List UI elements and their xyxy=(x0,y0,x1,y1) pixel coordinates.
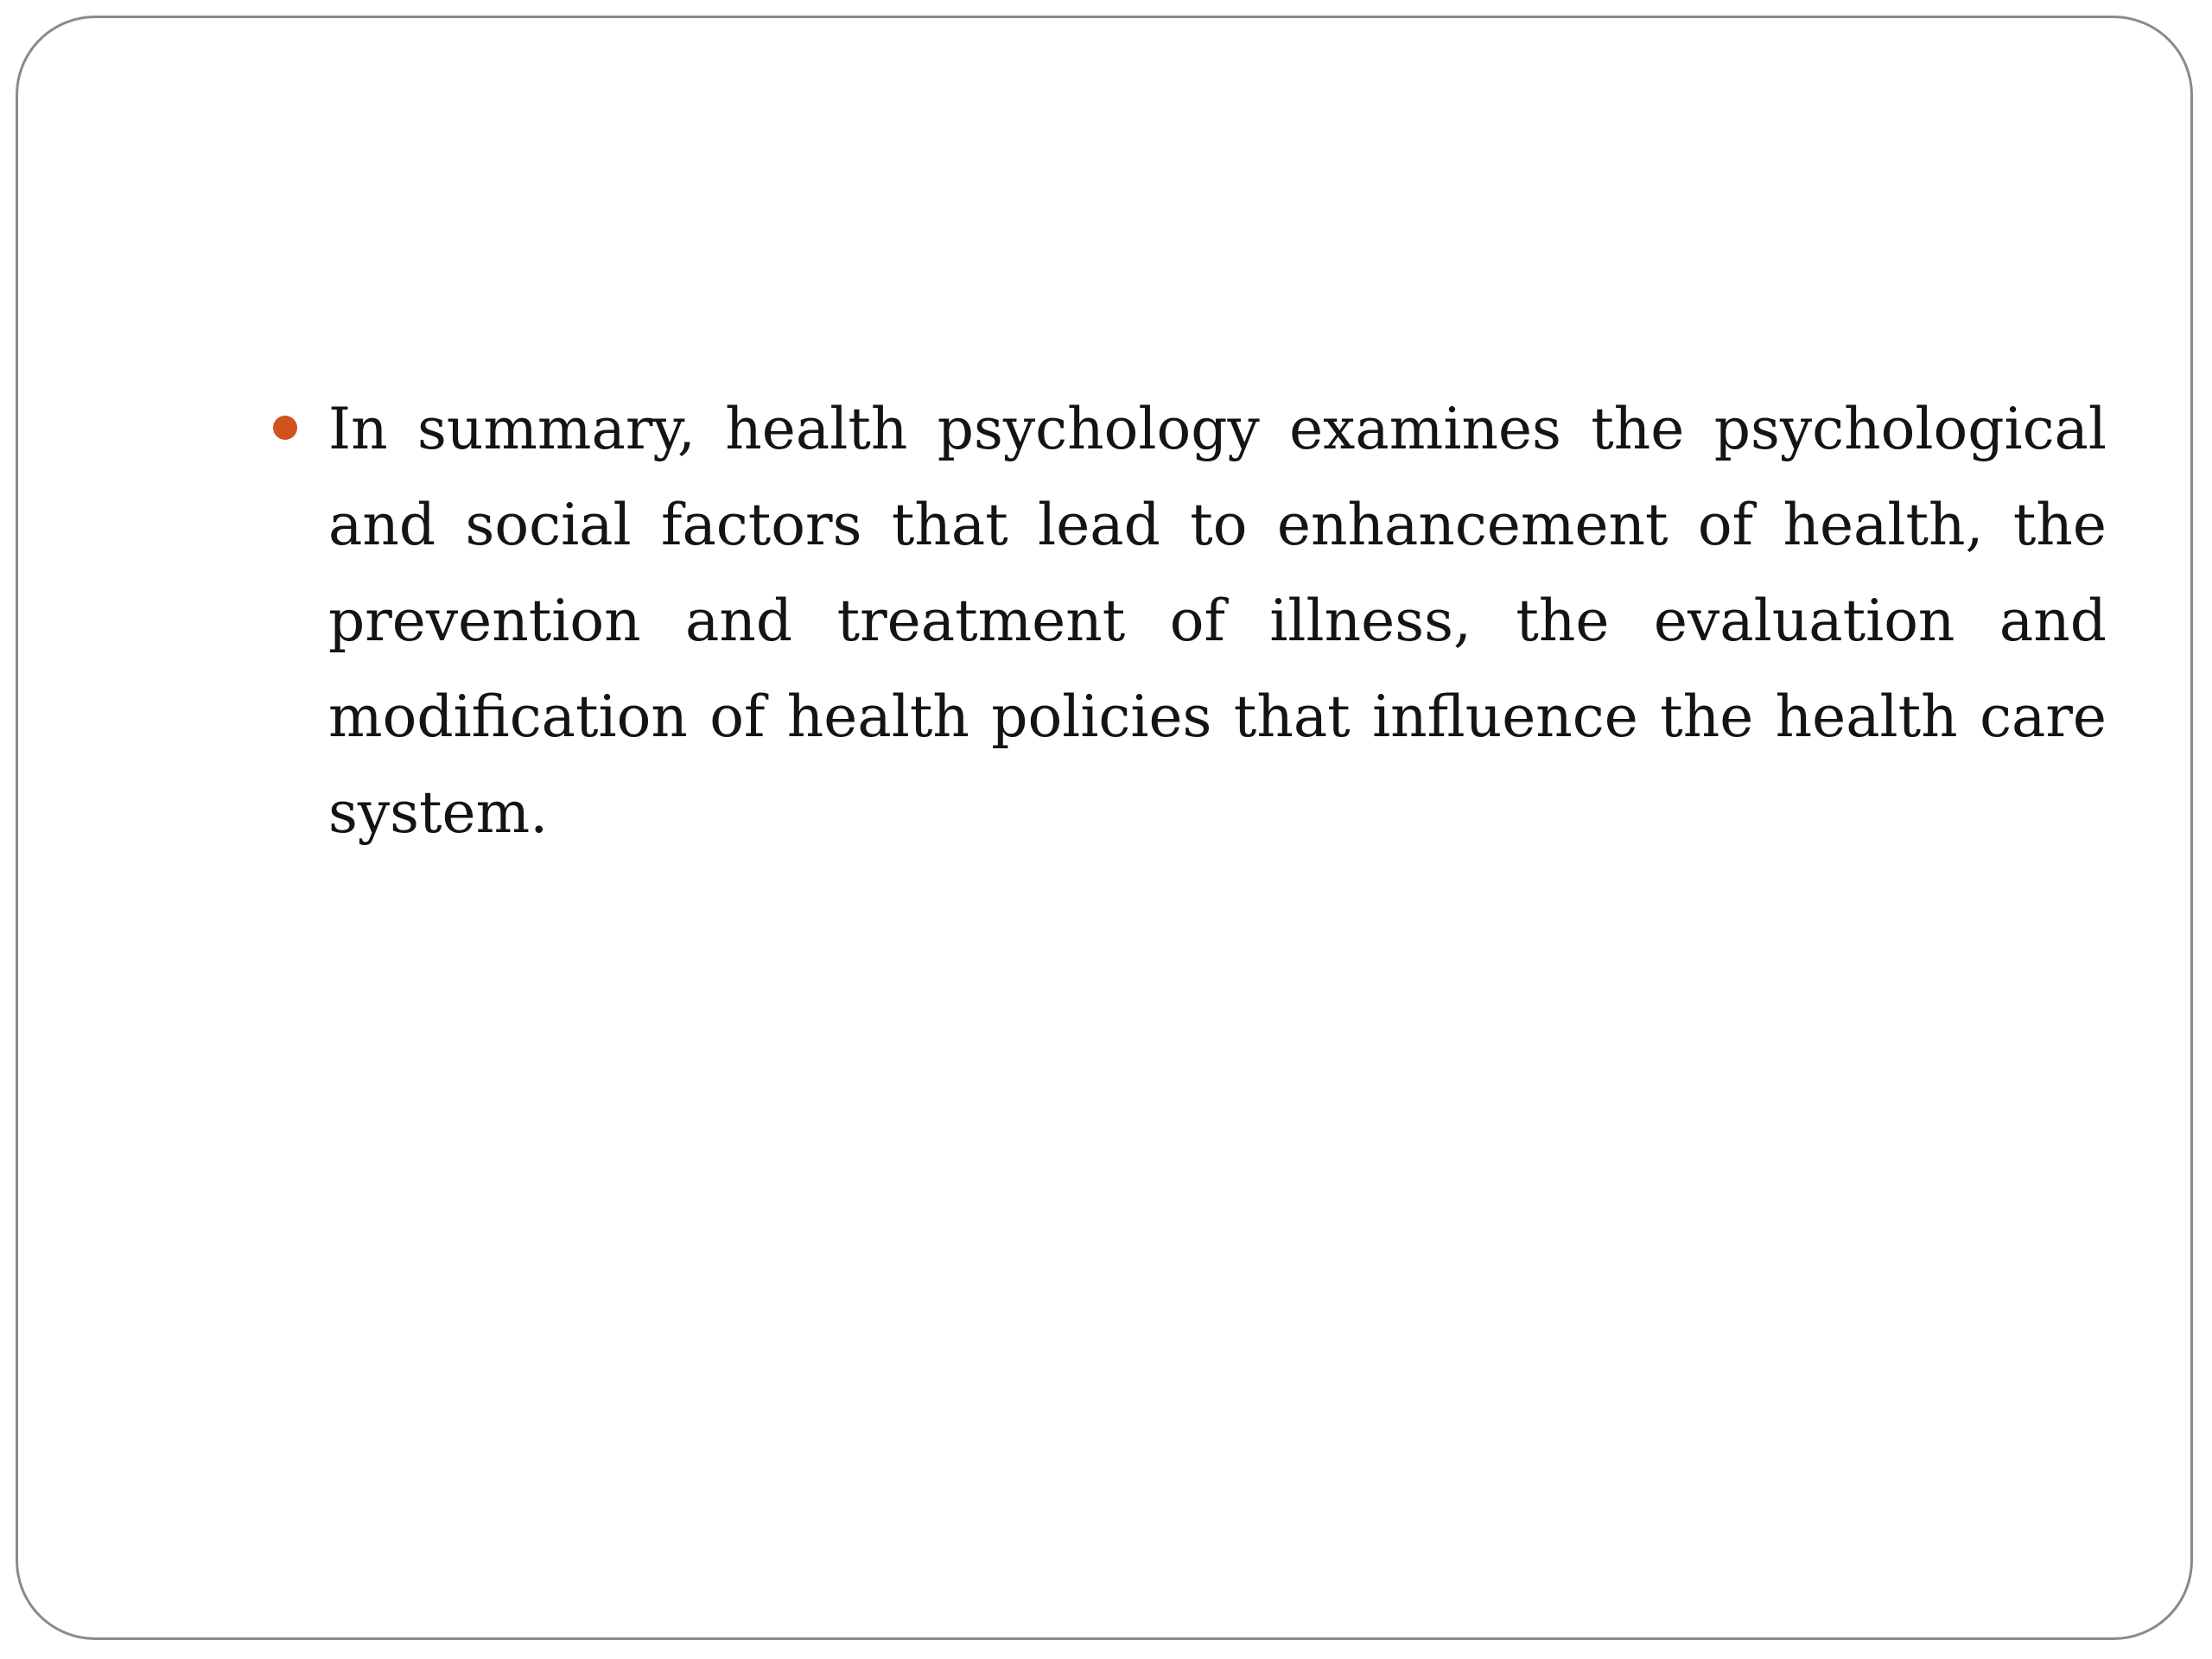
slide-body xyxy=(273,381,2107,861)
bullet-dot-icon xyxy=(273,416,297,440)
slide-frame xyxy=(16,16,2193,1640)
bullet-list-item xyxy=(273,381,2107,861)
bullet-text: In summary, health psychology examines the psychological and social factors that lead to enhancement of health, the prevention and treatment of illness, the evaluation and modification of health policies that influence the health care system. xyxy=(328,396,2107,846)
